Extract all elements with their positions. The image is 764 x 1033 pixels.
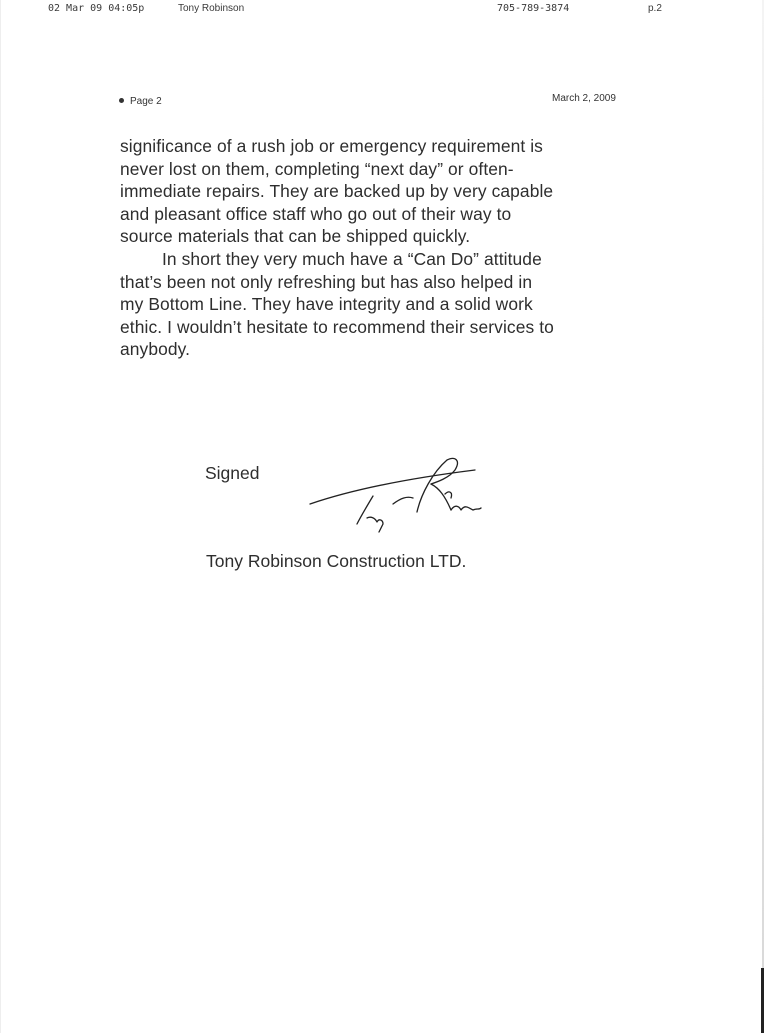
page-label-text: Page 2	[130, 96, 162, 107]
fax-datetime: 02 Mar 09 04:05p	[48, 3, 145, 14]
fax-phone: 705-789-3874	[497, 3, 570, 14]
body-line: and pleasant office staff who go out of their way to	[120, 203, 512, 224]
fax-header	[0, 3, 764, 19]
body-line: that’s been not only refreshing but has also helped in	[120, 271, 533, 292]
body-line: significance of a rush job or emergency requirement is	[120, 136, 543, 156]
body-line: never lost on them, completing “next day” or often-	[120, 158, 514, 179]
handwritten-signature	[305, 452, 485, 534]
body-line: anybody.	[120, 339, 191, 360]
body-line: immediate repairs. They are backed up by very capable	[120, 181, 554, 202]
bullet-icon	[119, 98, 124, 103]
company-name: Tony Robinson Construction LTD.	[206, 551, 467, 571]
body-line: source materials that can be shipped quickly.	[120, 226, 471, 247]
letter-body	[120, 135, 660, 361]
fax-page-number: p.2	[648, 3, 662, 14]
body-line: my Bottom Line. They have integrity and a solid work	[120, 294, 533, 315]
page-left-edge	[0, 0, 1, 1033]
body-line: In short they very much have a “Can Do” attitude	[162, 248, 542, 269]
signed-label: Signed	[205, 463, 260, 483]
fax-sender: Tony Robinson	[178, 3, 245, 14]
letter-page-label	[119, 96, 162, 107]
body-line: ethic. I wouldn’t hesitate to recommend their services to	[120, 316, 554, 337]
letter-date: March 2, 2009	[552, 93, 616, 104]
